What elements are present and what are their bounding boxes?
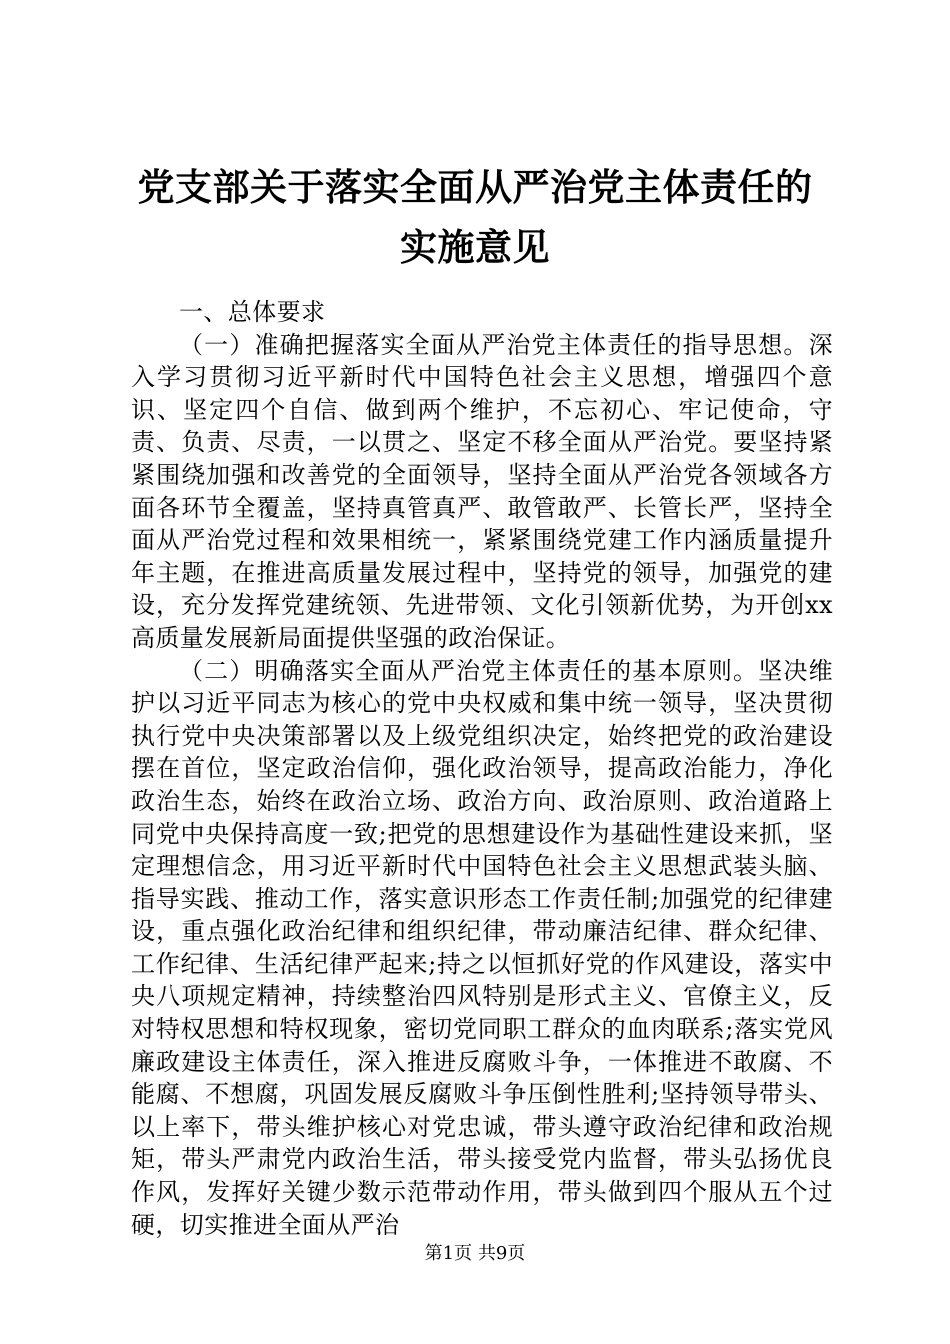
paragraph-2: （二）明确落实全面从严治党主体责任的基本原则。坚决维护以习近平同志为核心的党中央权威和集中统一领导，坚决贯彻执行党中央决策部署以及上级党组织决定，始终把党的政治建设摆在首位，坚定政治信仰，强化政治领导，提高政治能力，净化政治生态，始终在政治立场、政治方向、政治原则、政治道路上同党中央保持高度一致;把党的思想建设作为基础性建设来抓，坚定理想信念，用习近平新时代中国特色社会主义思想武装头脑、指导实践、推动工作，落实意识形态工作责任制;加强党的纪律建设，重点强化政治纪律和组织纪律，带动廉洁纪律、群众纪律、工作纪律、生活纪律严起来;持之以恒抓好党的作风建设，落实中央八项规定精神，持续整治四风特别是形式主义、官僚主义，反对特权思想和特权现象，密切党同职工群众的血肉联系;落实党风廉政建设主体责任，深入推进反腐败斗争，一体推进不敢腐、不能腐、不想腐，巩固发展反腐败斗争压倒性胜利;坚持领导带头、以上率下，带头维护核心对党忠诚，带头遵守政治纪律和政治规矩，带头严肃党内政治生活，带头接受党内监督，带头弘扬优良作风，发挥好关键少数示范带动作用，带头做到四个服从五个过硬，切实推进全面从严治: [131, 656, 833, 1239]
document-body: [131, 296, 833, 1241]
document-title: 党支部关于落实全面从严治党主体责任的实施意见: [137, 166, 813, 269]
page-footer: 第1页 共9页: [424, 1243, 526, 1264]
paragraph-1: （一）准确把握落实全面从严治党主体责任的指导思想。深入学习贯彻习近平新时代中国特色社会主义思想，增强四个意识、坚定四个自信、做到两个维护，不忘初心、牢记使命，守责、负责、尽责，一以贯之、坚定不移全面从严治党。要坚持紧紧围绕加强和改善党的全面领导，坚持全面从严治党各领域各方面各环节全覆盖，坚持真管真严、敢管敢严、长管长严，坚持全面从严治党过程和效果相统一，紧紧围绕党建工作内涵质量提升年主题，在推进高质量发展过程中，坚持党的领导，加强党的建设，充分发挥党建统领、先进带领、文化引领新优势，为开创xx高质量发展新局面提供坚强的政治保证。: [131, 330, 833, 652]
section-heading: 一、总体要求: [179, 298, 326, 326]
